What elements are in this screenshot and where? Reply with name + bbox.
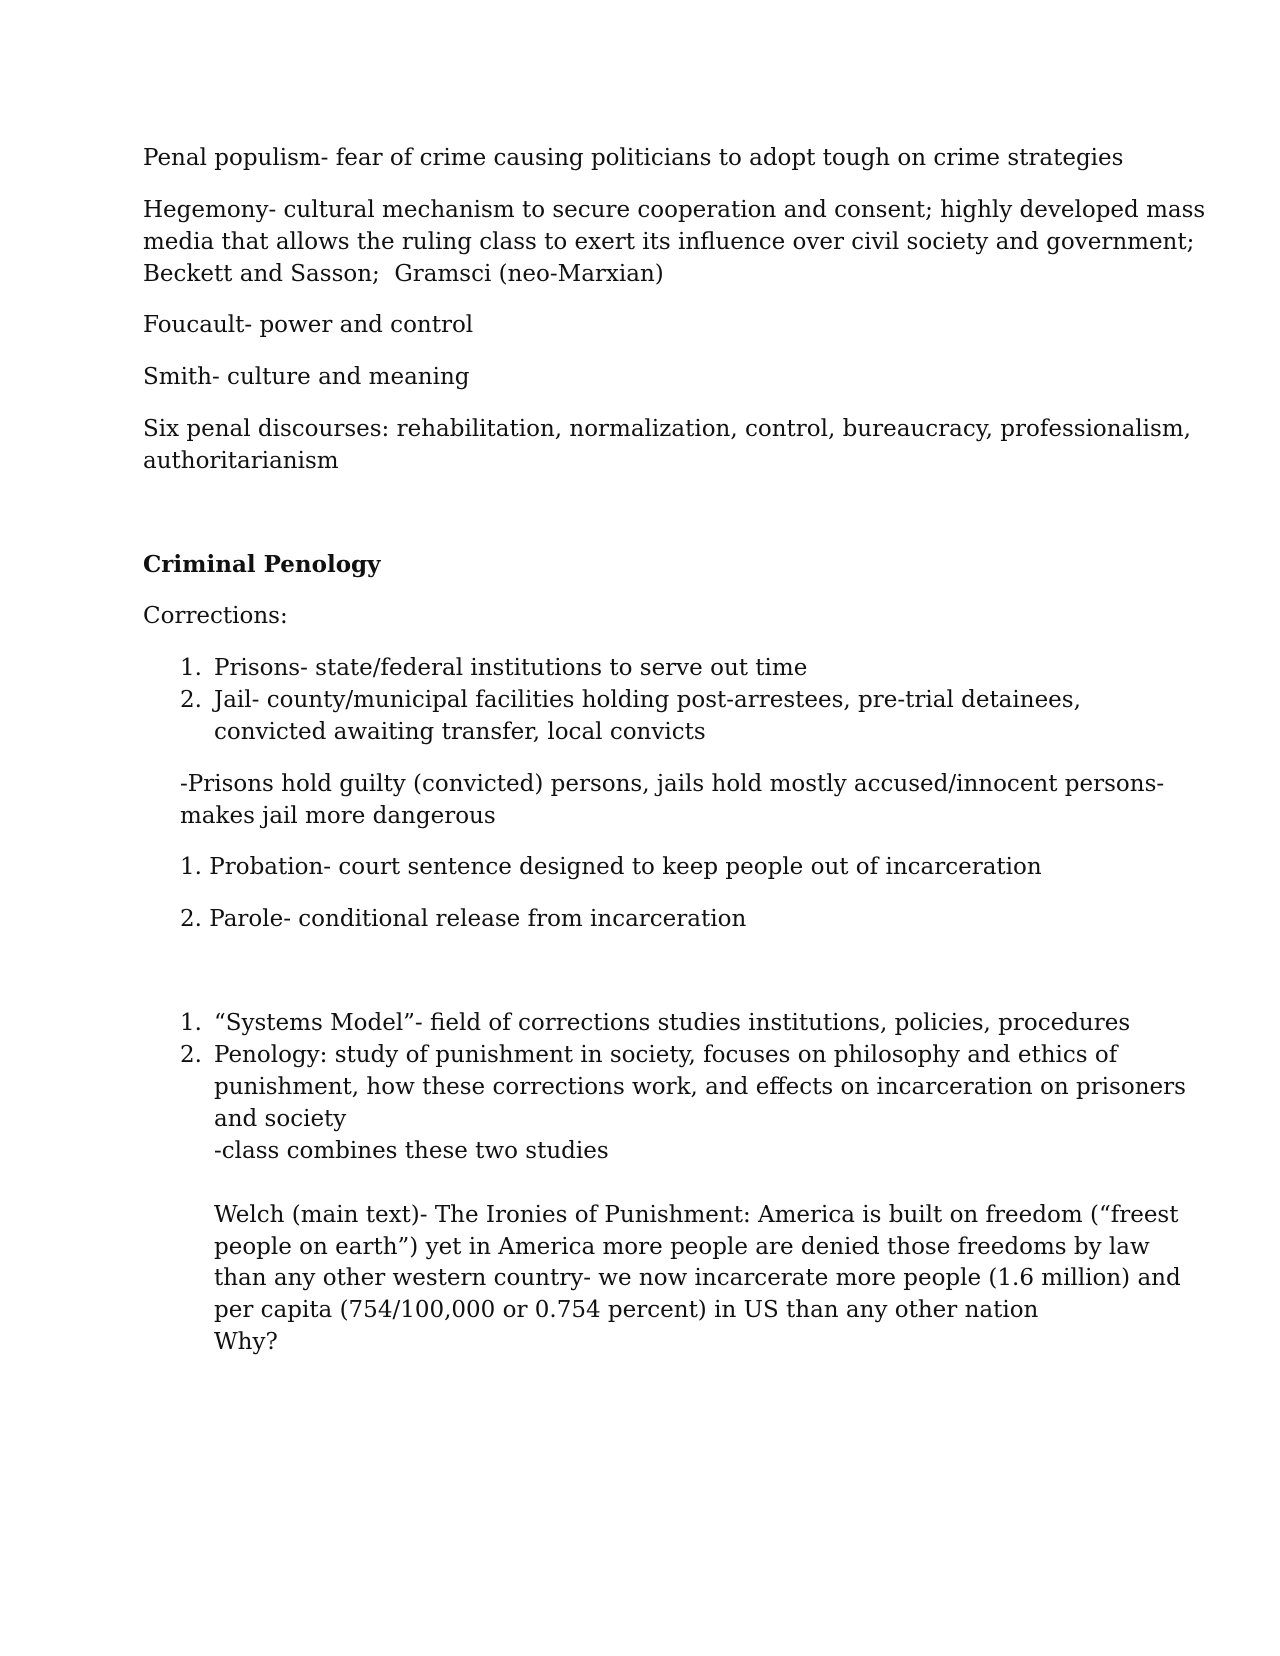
- list-item: Jail- county/municipal facilities holding post-arrestees, pre-trial detainees,: [214, 687, 1081, 713]
- welch-line: than any other western country- we now incarcerate more people (1.6 million) and: [214, 1265, 1181, 1291]
- list-item-continuation: and society: [214, 1106, 347, 1132]
- list-number: 2.: [180, 687, 202, 713]
- smith-line: Smith- culture and meaning: [143, 364, 470, 390]
- hegemony-line-2: media that allows the ruling class to exert its influence over civil society and government;: [143, 229, 1195, 255]
- list-item-continuation: punishment, how these corrections work, and effects on incarceration on prisoners: [214, 1074, 1186, 1100]
- welch-line: per capita (754/100,000 or 0.754 percent) in US than any other nation: [214, 1297, 1039, 1323]
- section-heading: Criminal Penology: [143, 551, 381, 578]
- probation-line: 1. Probation- court sentence designed to keep people out of incarceration: [180, 854, 1042, 880]
- list-item-continuation: convicted awaiting transfer, local convicts: [214, 719, 706, 745]
- penal-populism-line: Penal populism- fear of crime causing politicians to adopt tough on crime strategies: [143, 145, 1124, 171]
- welch-line: Why?: [214, 1329, 278, 1355]
- list-item: Prisons- state/federal institutions to serve out time: [214, 655, 808, 681]
- welch-line: people on earth”) yet in America more people are denied those freedoms by law: [214, 1234, 1150, 1260]
- discourses-line-1: Six penal discourses: rehabilitation, normalization, control, bureaucracy, professionalism,: [143, 416, 1191, 442]
- parole-line: 2. Parole- conditional release from incarceration: [180, 906, 747, 932]
- hegemony-line-3: Beckett and Sasson; Gramsci (neo-Marxian): [143, 261, 664, 287]
- list-item: “Systems Model”- field of corrections studies institutions, policies, procedures: [214, 1010, 1131, 1036]
- welch-line: Welch (main text)- The Ironies of Punishment: America is built on freedom (“freest: [214, 1202, 1179, 1228]
- hegemony-line-1: Hegemony- cultural mechanism to secure cooperation and consent; highly developed mass: [143, 197, 1206, 223]
- foucault-line: Foucault- power and control: [143, 312, 474, 338]
- list-item: Penology: study of punishment in society, focuses on philosophy and ethics of: [214, 1042, 1118, 1068]
- list-number: 2.: [180, 1042, 202, 1068]
- corrections-label: Corrections:: [143, 603, 288, 629]
- prisons-note-line-1: -Prisons hold guilty (convicted) persons, jails hold mostly accused/innocent persons-: [180, 771, 1165, 797]
- list-number: 1.: [180, 1010, 202, 1036]
- prisons-note-line-2: makes jail more dangerous: [180, 803, 496, 829]
- discourses-line-2: authoritarianism: [143, 448, 339, 474]
- list-item-continuation: -class combines these two studies: [214, 1138, 609, 1164]
- list-number: 1.: [180, 655, 202, 681]
